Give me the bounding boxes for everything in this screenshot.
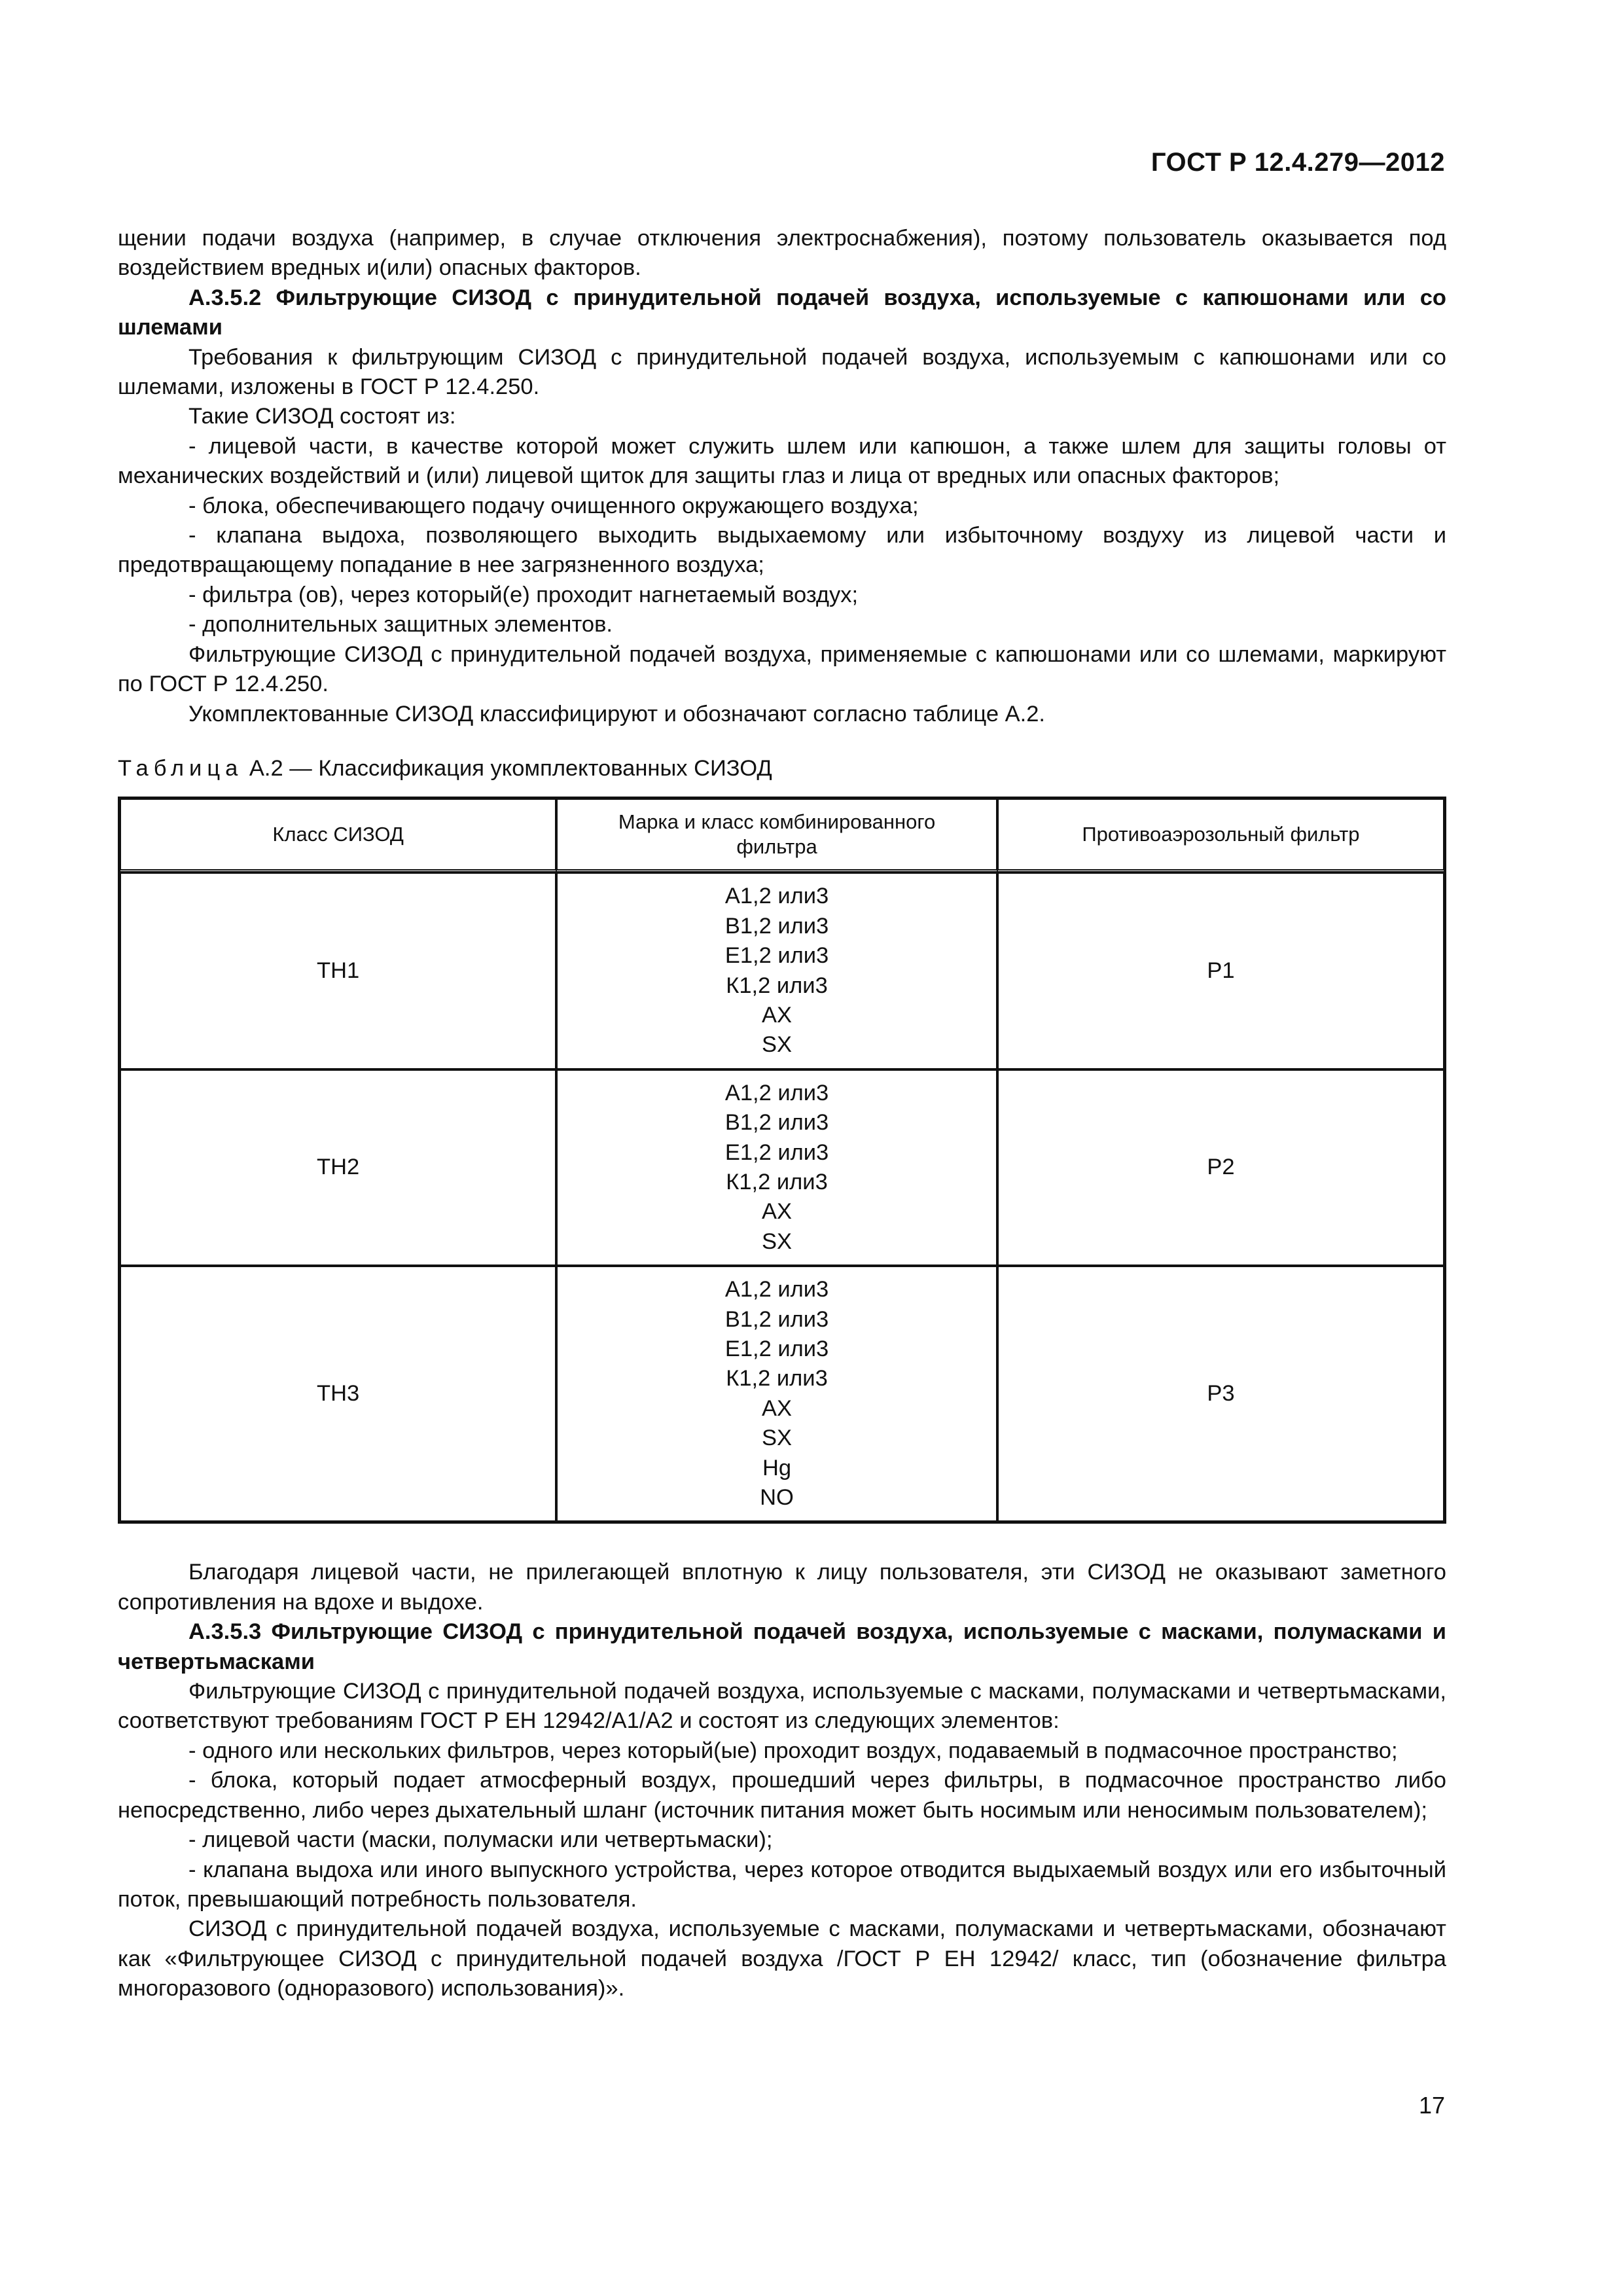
header-class: Класс СИЗОД [120, 798, 556, 872]
bottom-paragraphs [118, 1558, 1446, 2003]
cell-filters [556, 1069, 997, 1266]
filter-mark: Е1,2 или3 [724, 943, 829, 969]
filter-mark: А1,2 или3 [724, 884, 829, 909]
filter-mark: NO [760, 1485, 794, 1511]
table-body [120, 872, 1444, 1522]
paragraph: Такие СИЗОД состоят из: [188, 404, 456, 429]
filter-mark: А1,2 или3 [724, 1080, 829, 1105]
table-caption [118, 754, 1446, 783]
paragraph: СИЗОД с принудительной подачей воздуха, используемые с масками, полумасками и четвертьмасками, обозначают как «Фильтрующее СИЗОД с принудительной подачей воздуха /ГОСТ Р ЕН 12942/ класс, тип (обозначение фильтра многоразового (одноразового) использования)». [118, 1916, 1446, 2001]
filter-mark: Е1,2 или3 [724, 1139, 829, 1165]
paragraph: - блока, который подает атмосферный воздух, прошедший через фильтры, в подмасочное пространство либо непосредственно, либо через дыхательный шланг (источник питания может быть носимым или неносимым пользователем); [118, 1768, 1446, 1823]
filter-mark: В1,2 или3 [724, 913, 829, 939]
cell-aerosol: P1 [997, 872, 1444, 1069]
paragraph: - блока, обеспечивающего подачу очищенного окружающего воздуха; [188, 493, 919, 518]
cell-aerosol: P2 [997, 1069, 1444, 1266]
paragraph: Фильтрующие СИЗОД с принудительной подачей воздуха, применяемые с капюшонами или со шлемами, маркируют по ГОСТ Р 12.4.250. [118, 641, 1446, 697]
table-caption-label: Таблица [118, 755, 243, 781]
standard-header: ГОСТ Р 12.4.279—2012 [1150, 148, 1445, 177]
section-heading: А.3.5.2 Фильтрующие СИЗОД с принудительной подачей воздуха, используемые с капюшонами или со шлемами [118, 285, 1446, 340]
header-combined-filter: Марка и класс комбинированного фильтра [556, 798, 997, 872]
table-header-row [120, 798, 1444, 872]
filter-mark: В1,2 или3 [724, 1306, 829, 1332]
filter-mark: А1,2 или3 [724, 1277, 829, 1302]
paragraph: щении подачи воздуха (например, в случае отключения электроснабжения), поэтому пользователь оказывается под воздействием вредных и(или) опасных факторов. [118, 226, 1446, 281]
filter-mark: SX [762, 1426, 793, 1451]
paragraph: Укомплектованные СИЗОД классифицируют и обозначают согласно таблице А.2. [188, 701, 1045, 726]
paragraph: Благодаря лицевой части, не прилегающей вплотную к лицу пользователя, эти СИЗОД не оказывают заметного сопротивления на вдохе и выдохе. [118, 1560, 1446, 1615]
paragraph: - лицевой части (маски, полумаски или четвертьмаски); [188, 1827, 773, 1853]
table-row [120, 1266, 1444, 1522]
paragraph: - дополнительных защитных элементов. [188, 612, 613, 637]
classification-table [118, 797, 1446, 1524]
cell-filters [556, 1266, 997, 1522]
cell-filters [556, 872, 997, 1069]
filter-mark: AX [762, 1199, 793, 1225]
filter-mark: Hg [762, 1455, 792, 1480]
filter-mark: AX [762, 1395, 793, 1421]
paragraph: - одного или нескольких фильтров, через который(ые) проходит воздух, подаваемый в подмасочное пространство; [188, 1738, 1398, 1763]
paragraph: Фильтрующие СИЗОД с принудительной подачей воздуха, используемые с масками, полумасками и четвертьмасками, соответствуют требованиям ГОСТ Р ЕН 12942/А1/А2 и состоят из следующих элементов: [118, 1679, 1446, 1734]
table-caption-title: А.2 — Классификация укомплектованных СИЗОД [243, 755, 772, 781]
paragraph: - клапана выдоха, позволяющего выходить выдыхаемому или избыточному воздуху из лицевой части и предотвращающему попадание в нее загрязненного воздуха; [118, 523, 1446, 578]
filter-mark: AX [762, 1002, 793, 1028]
paragraph: - клапана выдоха или иного выпускного устройства, через которое отводится выдыхаемый воздух или его избыточный поток, превышающий потребность пользователя. [118, 1857, 1446, 1912]
section-heading: А.3.5.3 Фильтрующие СИЗОД с принудительной подачей воздуха, используемые с масками, полумасками и четвертьмасками [118, 1619, 1446, 1674]
table-row [120, 1069, 1444, 1266]
header-aerosol-filter: Противоаэрозольный фильтр [997, 798, 1444, 872]
filter-mark: К1,2 или3 [726, 1366, 828, 1391]
table-row [120, 872, 1444, 1069]
paragraph: - лицевой части, в качестве которой может служить шлем или капюшон, а также шлем для защиты головы от механических воздействий и (или) лицевой щиток для защиты глаз и лица от вредных или опасных факторов; [118, 433, 1446, 489]
filter-mark: SX [762, 1229, 793, 1254]
filter-mark: В1,2 или3 [724, 1110, 829, 1136]
cell-class: TH2 [120, 1069, 556, 1266]
filter-mark: Е1,2 или3 [724, 1336, 829, 1361]
body-text [118, 224, 1446, 2004]
paragraph: Требования к фильтрующим СИЗОД с принудительной подачей воздуха, используемым с капюшонами или со шлемами, изложены в ГОСТ Р 12.4.250. [118, 344, 1446, 400]
paragraph: - фильтра (ов), через который(е) проходит нагнетаемый воздух; [188, 582, 859, 607]
filter-mark: К1,2 или3 [726, 1169, 828, 1194]
filter-mark: К1,2 или3 [726, 973, 828, 998]
cell-aerosol: P3 [997, 1266, 1444, 1522]
top-paragraphs [118, 224, 1446, 729]
cell-class: TH3 [120, 1266, 556, 1522]
page-number: 17 [1418, 2092, 1445, 2119]
filter-mark: SX [762, 1032, 793, 1058]
cell-class: TH1 [120, 872, 556, 1069]
